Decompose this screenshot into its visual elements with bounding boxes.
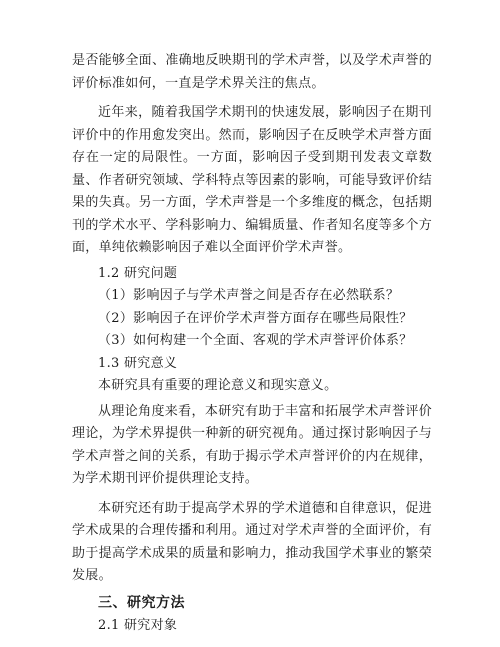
section-1-3-heading: 1.3 研究意义	[98, 355, 178, 371]
section-3-heading: 三、研究方法	[98, 594, 185, 611]
significance-practice: 本研究还有助于提高学术界的学术道德和自律意识，促进学术成果的合理传播和利用。通过对学术声誉的全面评价，有助于提高学术成果的质量和影响力，推动我国学术事业的繁荣发展。	[72, 500, 432, 583]
research-question-3: （3）如何构建一个全面、客观的学术声誉评价体系？	[98, 333, 413, 348]
document-body	[72, 50, 432, 637]
continuation-paragraph: 是否能够全面、准确地反映期刊的学术声誉，以及学术声誉的评价标准如何，一直是学术界关注的焦点。	[72, 53, 432, 91]
research-question-2: （2）影响因子在评价学术声誉方面存在哪些局限性？	[98, 310, 413, 326]
significance-intro: 本研究具有重要的理论意义和现实意义。	[98, 378, 338, 393]
spacer	[72, 95, 432, 102]
paragraph-recent-years: 近年来，随着我国学术期刊的快速发展，影响因子在期刊评价中的作用愈发突出。然而，影响因子在反映学术声誉方面存在一定的局限性。一方面，影响因子受到期刊发表文章数量、作者研究领域、学科特点等因素的影响，可能导致评价结果的失真。另一方面，学术声誉是一个多维度的概念，包括期刊的学术水平、学科影响力、编辑质量、作者知名度等多个方面，单纯依赖影响因子难以全面评价学术声誉。	[72, 105, 432, 255]
significance-theory: 从理论角度来看，本研究有助于丰富和拓展学术声誉评价理论，为学术界提供一种新的研究视角。通过探讨影响因子与学术声誉之间的关系，有助于揭示学术声誉评价的内在规律，为学术期刊评价提供理论支持。	[72, 403, 432, 486]
spacer	[72, 491, 432, 498]
section-1-2-heading: 1.2 研究问题	[98, 265, 178, 281]
section-2-1-heading: 2.1 研究对象	[98, 617, 178, 633]
research-question-1: （1）影响因子与学术声誉之间是否存在必然联系？	[98, 288, 400, 303]
